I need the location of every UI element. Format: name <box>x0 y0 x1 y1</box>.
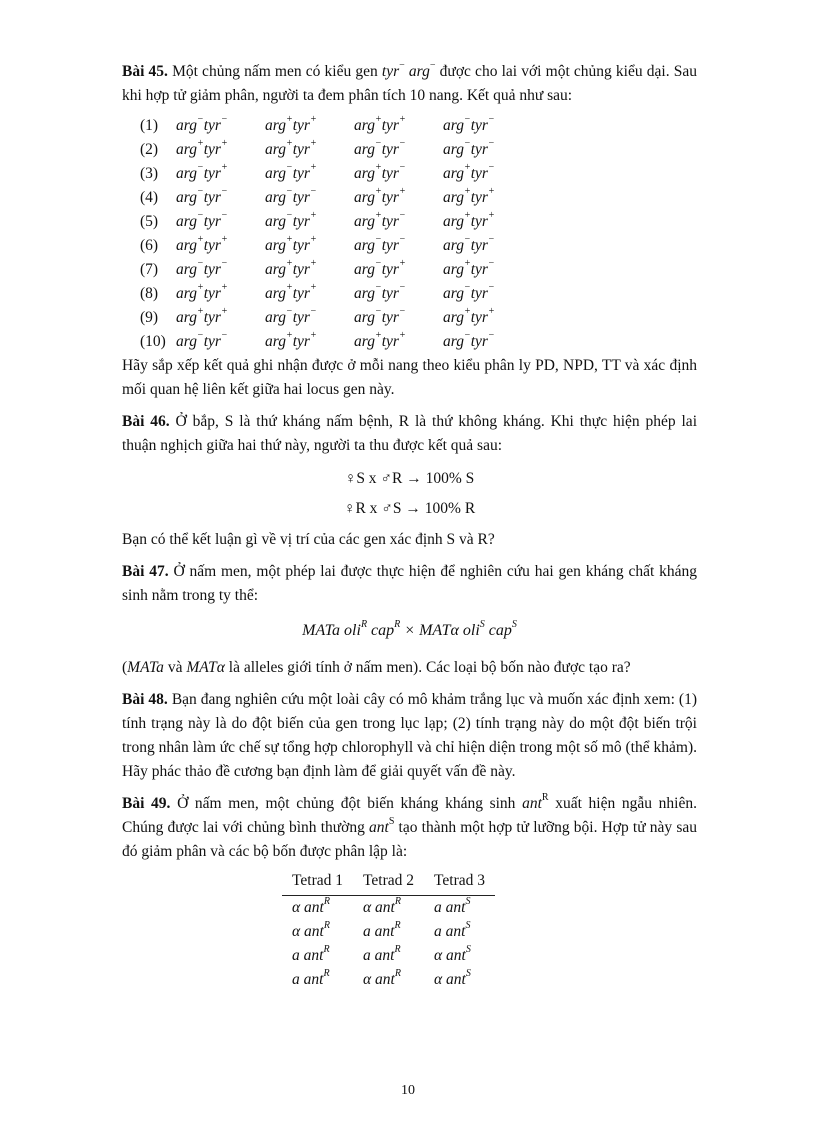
spore-genotype: arg+tyr+ <box>176 281 228 302</box>
tetrad-cell: a ant$^R$ <box>292 943 330 964</box>
exercise-label: Bài 49. <box>122 795 171 812</box>
spore-genotype: arg+tyr− <box>443 161 495 182</box>
spore-genotype: arg+tyr+ <box>354 113 406 134</box>
exercise-45 <box>122 60 697 402</box>
spore-genotype: arg−tyr− <box>354 305 406 326</box>
spore-genotype: arg−tyr− <box>176 329 228 350</box>
tetrad-cell: α ant$^S$ <box>434 943 471 964</box>
spore-genotype: arg−tyr+ <box>176 161 228 182</box>
spore-genotype: arg−tyr− <box>443 329 495 350</box>
tetrad-cell: α ant$^S$ <box>434 967 471 988</box>
exercise-48-text: Bài 48. Bạn đang nghiên cứu một loài cây có mô khảm trắng lục và muốn xác định xem: (1) tính trạng này là do đột biến của gen trong lục lạp; (2) tính trạng này do một đột biến trội trong nhân làm ức chế sự tổng hợp chlorophyll và chỉ hiện diện trong một số mô (thể khảm). Hãy phác thảo đề cương bạn định làm để giải quyết vấn đề này. <box>122 691 697 780</box>
spore-genotype: arg+tyr+ <box>443 209 495 230</box>
tetrad-row <box>282 968 495 992</box>
exercise-45-question: Hãy sắp xếp kết quả ghi nhận được ở mỗi nang theo kiểu phân ly PD, NPD, TT và xác định mối quan hệ liên kết giữa hai locus gen này. <box>122 357 697 398</box>
spore-genotype: arg−tyr− <box>176 209 228 230</box>
spore-genotype: arg+tyr− <box>354 161 406 182</box>
tetrad-header: Tetrad 3 <box>424 870 495 896</box>
spore-genotype: arg−tyr− <box>265 305 317 326</box>
tetrad-cell: a ant$^R$ <box>292 967 330 988</box>
tetrad-cell: α ant$^R$ <box>292 895 330 916</box>
ascus-table <box>140 114 697 354</box>
tetrad-row <box>282 944 495 968</box>
spore-genotype: arg+tyr+ <box>443 305 495 326</box>
ascus-row <box>140 282 697 306</box>
spore-genotype: arg−tyr− <box>354 233 406 254</box>
spore-genotype: arg+tyr+ <box>176 305 228 326</box>
tetrad-row <box>282 920 495 944</box>
ascus-row <box>140 210 697 234</box>
spore-genotype: arg+tyr+ <box>443 185 495 206</box>
tetrad-header-row <box>282 870 495 896</box>
spore-genotype: arg+tyr+ <box>265 137 317 158</box>
exercise-46 <box>122 410 697 552</box>
spore-genotype: arg+tyr+ <box>176 137 228 158</box>
tetrad-cell: a ant$^S$ <box>434 919 471 940</box>
ascus-number: (1) <box>140 117 159 134</box>
mitochondrial-cross: MATa oli$^R$ cap$^R$ × MATα oli$^S$ cap$^S$ <box>302 618 517 639</box>
exercise-47-note: (MATa và MATα là alleles giới tính ở nấm men). Các loại bộ bốn nào được tạo ra? <box>122 659 631 676</box>
spore-genotype: arg−tyr− <box>443 281 495 302</box>
spore-genotype: arg−tyr− <box>443 113 495 134</box>
exercise-label: Bài 47. <box>122 563 169 580</box>
tetrad-row <box>282 896 495 921</box>
tetrad-table <box>282 870 495 992</box>
spore-genotype: arg−tyr+ <box>354 257 406 278</box>
ascus-number: (8) <box>140 285 159 302</box>
exercise-46-question: Bạn có thể kết luận gì về vị trí của các gen xác định S và R? <box>122 531 495 548</box>
tetrad-cell: α ant$^R$ <box>292 919 330 940</box>
spore-genotype: arg−tyr− <box>176 257 228 278</box>
exercise-49-text: Bài 49. Ở nấm men, một chủng đột biến kháng kháng sinh ant$^R$ xuất hiện ngẫu nhiên. Chúng được lai với chủng bình thường ant$^S$ tạo thành một hợp tử lưỡng bội. Hợp tử này sau đó giảm phân và các bộ bốn được phân lập là: <box>122 791 697 860</box>
ascus-number: (6) <box>140 237 159 254</box>
exercise-label: Bài 48. <box>122 691 168 708</box>
spore-genotype: arg−tyr+ <box>265 209 317 230</box>
exercise-label: Bài 45. <box>122 63 168 80</box>
spore-genotype: arg+tyr+ <box>265 233 317 254</box>
ascus-row <box>140 114 697 138</box>
spore-genotype: arg−tyr− <box>354 137 406 158</box>
spore-genotype: arg−tyr− <box>176 113 228 134</box>
spore-genotype: arg−tyr− <box>354 281 406 302</box>
exercise-label: Bài 46. <box>122 413 170 430</box>
spore-genotype: arg+tyr+ <box>265 329 317 350</box>
spore-genotype: arg+tyr+ <box>265 113 317 134</box>
spore-genotype: arg−tyr− <box>176 185 228 206</box>
exercise-45-intro: Bài 45. Một chủng nấm men có kiểu gen tyr− arg− được cho lai với một chủng kiểu dại. Sau khi hợp tử giảm phân, người ta đem phân tích 10 nang. Kết quả như sau: <box>122 59 697 104</box>
page-number: 10 <box>401 1083 415 1098</box>
spore-genotype: arg−tyr− <box>443 233 495 254</box>
spore-genotype: arg+tyr+ <box>354 329 406 350</box>
tetrad-cell: a ant$^R$ <box>363 919 401 940</box>
ascus-row <box>140 234 697 258</box>
spore-genotype: arg−tyr− <box>443 137 495 158</box>
tetrad-header: Tetrad 2 <box>353 870 424 896</box>
spore-genotype: arg+tyr+ <box>354 185 406 206</box>
ascus-row <box>140 162 697 186</box>
ascus-number: (7) <box>140 261 159 278</box>
cross-formula-1: ♀S x ♂R → 100% S <box>344 470 475 487</box>
spore-genotype: arg+tyr− <box>354 209 406 230</box>
tetrad-header: Tetrad 1 <box>282 870 353 896</box>
exercise-46-intro: Bài 46. Ở bắp, S là thứ kháng nấm bệnh, R là thứ không kháng. Khi thực hiện phép lai thuận nghịch giữa hai thứ này, người ta thu được kết quả sau: <box>122 413 697 454</box>
ascus-number: (5) <box>140 213 159 230</box>
ascus-number: (3) <box>140 165 159 182</box>
spore-genotype: arg+tyr+ <box>265 281 317 302</box>
ascus-row <box>140 306 697 330</box>
ascus-row <box>140 186 697 210</box>
exercise-47 <box>122 560 697 680</box>
spore-genotype: arg−tyr− <box>265 185 317 206</box>
exercise-48 <box>122 688 697 784</box>
tetrad-cell: a ant$^R$ <box>363 943 401 964</box>
tetrad-cell: a ant$^S$ <box>434 895 471 916</box>
ascus-row <box>140 258 697 282</box>
exercise-49 <box>122 792 697 992</box>
tetrad-cell: α ant$^R$ <box>363 967 401 988</box>
spore-genotype: arg+tyr+ <box>176 233 228 254</box>
page-content <box>122 60 697 1000</box>
exercise-47-intro: Bài 47. Ở nấm men, một phép lai được thực hiện để nghiên cứu hai gen kháng chất kháng sinh nằm trong ty thể: <box>122 563 697 604</box>
spore-genotype: arg+tyr− <box>443 257 495 278</box>
ascus-row <box>140 330 697 354</box>
ascus-number: (10) <box>140 333 166 350</box>
tetrad-cell: α ant$^R$ <box>363 895 401 916</box>
ascus-number: (4) <box>140 189 159 206</box>
ascus-row <box>140 138 697 162</box>
spore-genotype: arg−tyr+ <box>265 161 317 182</box>
spore-genotype: arg+tyr+ <box>265 257 317 278</box>
ascus-number: (9) <box>140 309 159 326</box>
cross-formula-2: ♀R x ♂S → 100% R <box>343 500 476 517</box>
ascus-number: (2) <box>140 141 159 158</box>
